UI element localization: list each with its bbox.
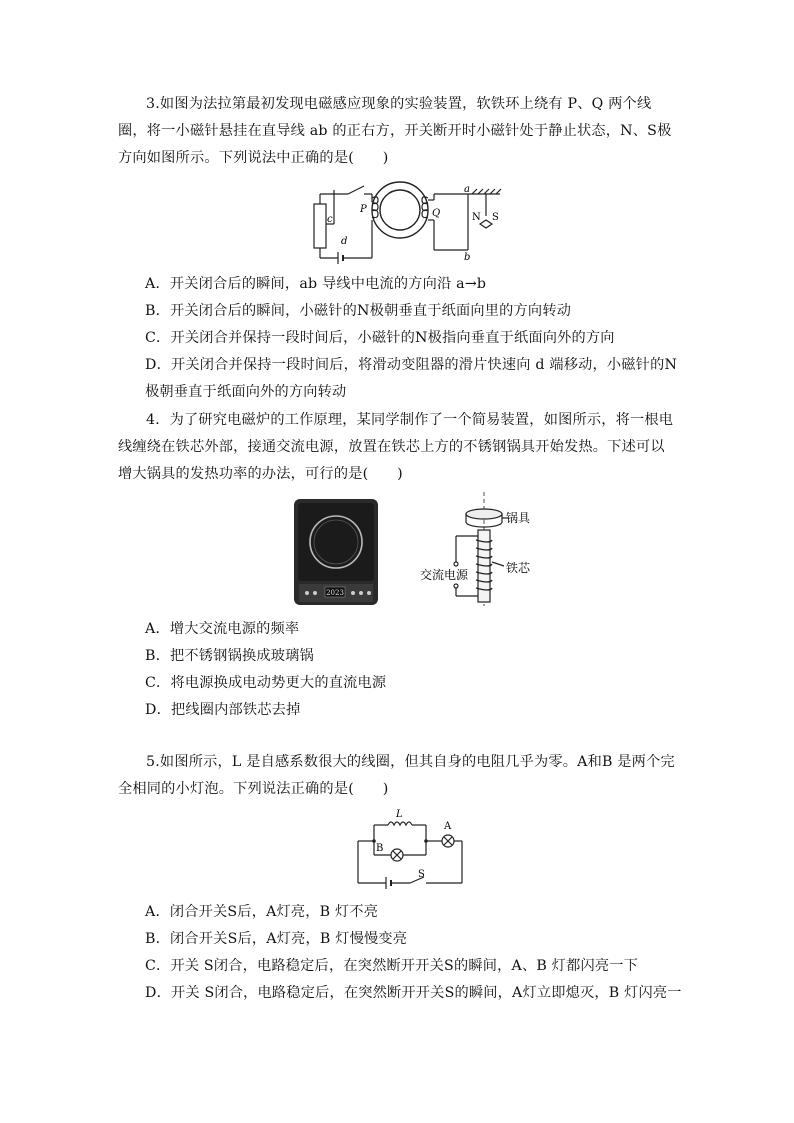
q3-circuit-figure [300,180,510,265]
q5-option-c: C．开关 S闭合，电路稳定后，在突然断开开关S的瞬间，A、B 灯都闪亮一下 [145,958,639,974]
q5-option-d: D．开关 S闭合，电路稳定后，在突然断开开关S的瞬间，A灯立即熄灭，B 灯闪亮一 [145,985,682,1001]
q5-option-a: A．闭合开关S后，A灯亮，B 灯不亮 [145,904,379,920]
label-switch: S [418,869,425,880]
q4-stem: 4．为了研究电磁炉的工作原理，某同学制作了一个简易装置，如图所示，将一根电线缠绕在铁芯外部，接通交流电源，放置在铁芯上方的不锈钢锅具开始发热。下述可以增大锅具的发热功率的办法，可行的是( ) [118,412,674,482]
label-l: L [396,809,403,820]
label-b: b [464,252,471,263]
label-b-lamp: B [376,843,384,854]
label-d: d [341,236,348,247]
cooker-display: 2023 [326,589,344,597]
q3-option-c: C．开关闭合并保持一段时间后，小磁针的N极指向垂直于纸面向外的方向 [145,330,615,346]
q4-option-d: D．把线圈内部铁芯去掉 [145,702,301,718]
q5-option-b: B．闭合开关S后，A灯亮，B 灯慢慢变亮 [145,931,408,947]
label-source: 交流电源 [420,568,469,582]
q4-option-a: A．增大交流电源的频率 [145,621,300,637]
label-p: P [360,204,367,215]
label-s: S [492,212,499,223]
q3-option-b: B．开关闭合后的瞬间，小磁针的N极朝垂直于纸面向里的方向转动 [145,303,572,319]
q4-setup-figure [420,490,540,608]
q3-option-a: A．开关闭合后的瞬间，ab 导线中电流的方向沿 a→b [145,276,487,292]
label-a: a [464,184,470,195]
label-c: c [327,214,333,225]
label-pot: 锅具 [506,511,531,525]
label-q: Q [432,208,441,219]
q4-option-c: C．将电源换成电动势更大的直流电源 [145,675,387,691]
q5-circuit-figure [350,805,470,890]
label-n: N [472,212,481,223]
q3-stem: 3.如图为法拉第最初发现电磁感应现象的实验装置，软铁环上绕有 P、Q 两个线圈，将一小磁针悬挂在直导线 ab 的正右方，开关断开时小磁针处于静止状态，N、S极方向如图所示。下列说法中正确的是( ) [118,96,672,166]
induction-cooker-image [293,498,379,606]
q5-stem: 5.如图所示，L 是自感系数很大的线圈，但其自身的电阻几乎为零。A和B 是两个完全相同的小灯泡。下列说法正确的是( ) [118,754,675,797]
label-core: 铁芯 [506,561,531,575]
q4-option-b: B．把不锈钢锅换成玻璃锅 [145,648,314,664]
label-a-lamp: A [444,821,452,832]
q3-option-d: D．开关闭合并保持一段时间后，将滑动变阻器的滑片快速向 d 端移动，小磁针的N极朝垂直于纸面向外的方向转动 [145,357,678,400]
